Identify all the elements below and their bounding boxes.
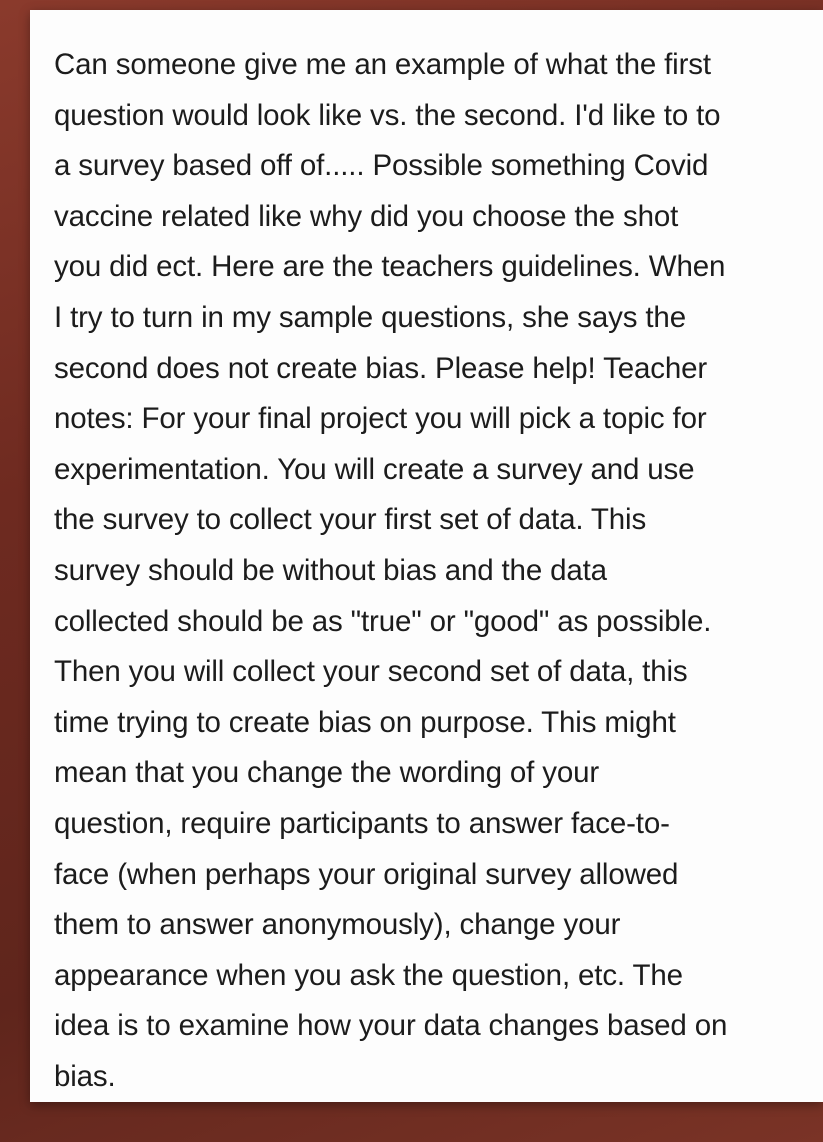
text-line: I try to turn in my sample questions, she says the	[54, 300, 686, 334]
text-line: vaccine related like why did you choose the shot	[54, 199, 679, 233]
text-line: experimentation. You will create a survey and use	[54, 452, 695, 486]
text-line: bias.	[54, 1059, 116, 1093]
text-line: question would look like vs. the second. I'd like to to	[54, 98, 721, 132]
text-line: a survey based off of..... Possible something Covid	[54, 149, 709, 183]
text-line: Then you will collect your second set of data, this	[54, 655, 688, 689]
text-line: you did ect. Here are the teachers guidelines. When	[54, 250, 726, 284]
text-line: collected should be as "true" or "good" as possible.	[54, 604, 712, 638]
text-line: second does not create bias. Please help! Teacher	[54, 351, 708, 385]
text-line: face (when perhaps your original survey allowed	[54, 857, 679, 891]
text-line: them to answer anonymously), change your	[54, 908, 621, 942]
text-line: idea is to examine how your data changes based on	[54, 1009, 728, 1043]
text-line: notes: For your final project you will pick a topic for	[54, 402, 707, 436]
text-line: question, require participants to answer face-to-	[54, 806, 670, 840]
text-line: the survey to collect your first set of data. This	[54, 503, 647, 537]
paper-sheet	[30, 10, 823, 1102]
text-line: survey should be without bias and the data	[54, 553, 607, 587]
text-line: Can someone give me an example of what the first	[54, 48, 711, 81]
document-text	[54, 40, 815, 1102]
text-line: mean that you change the wording of your	[54, 756, 600, 790]
text-line: appearance when you ask the question, etc. The	[54, 958, 683, 992]
text-line: time trying to create bias on purpose. This might	[54, 705, 676, 739]
